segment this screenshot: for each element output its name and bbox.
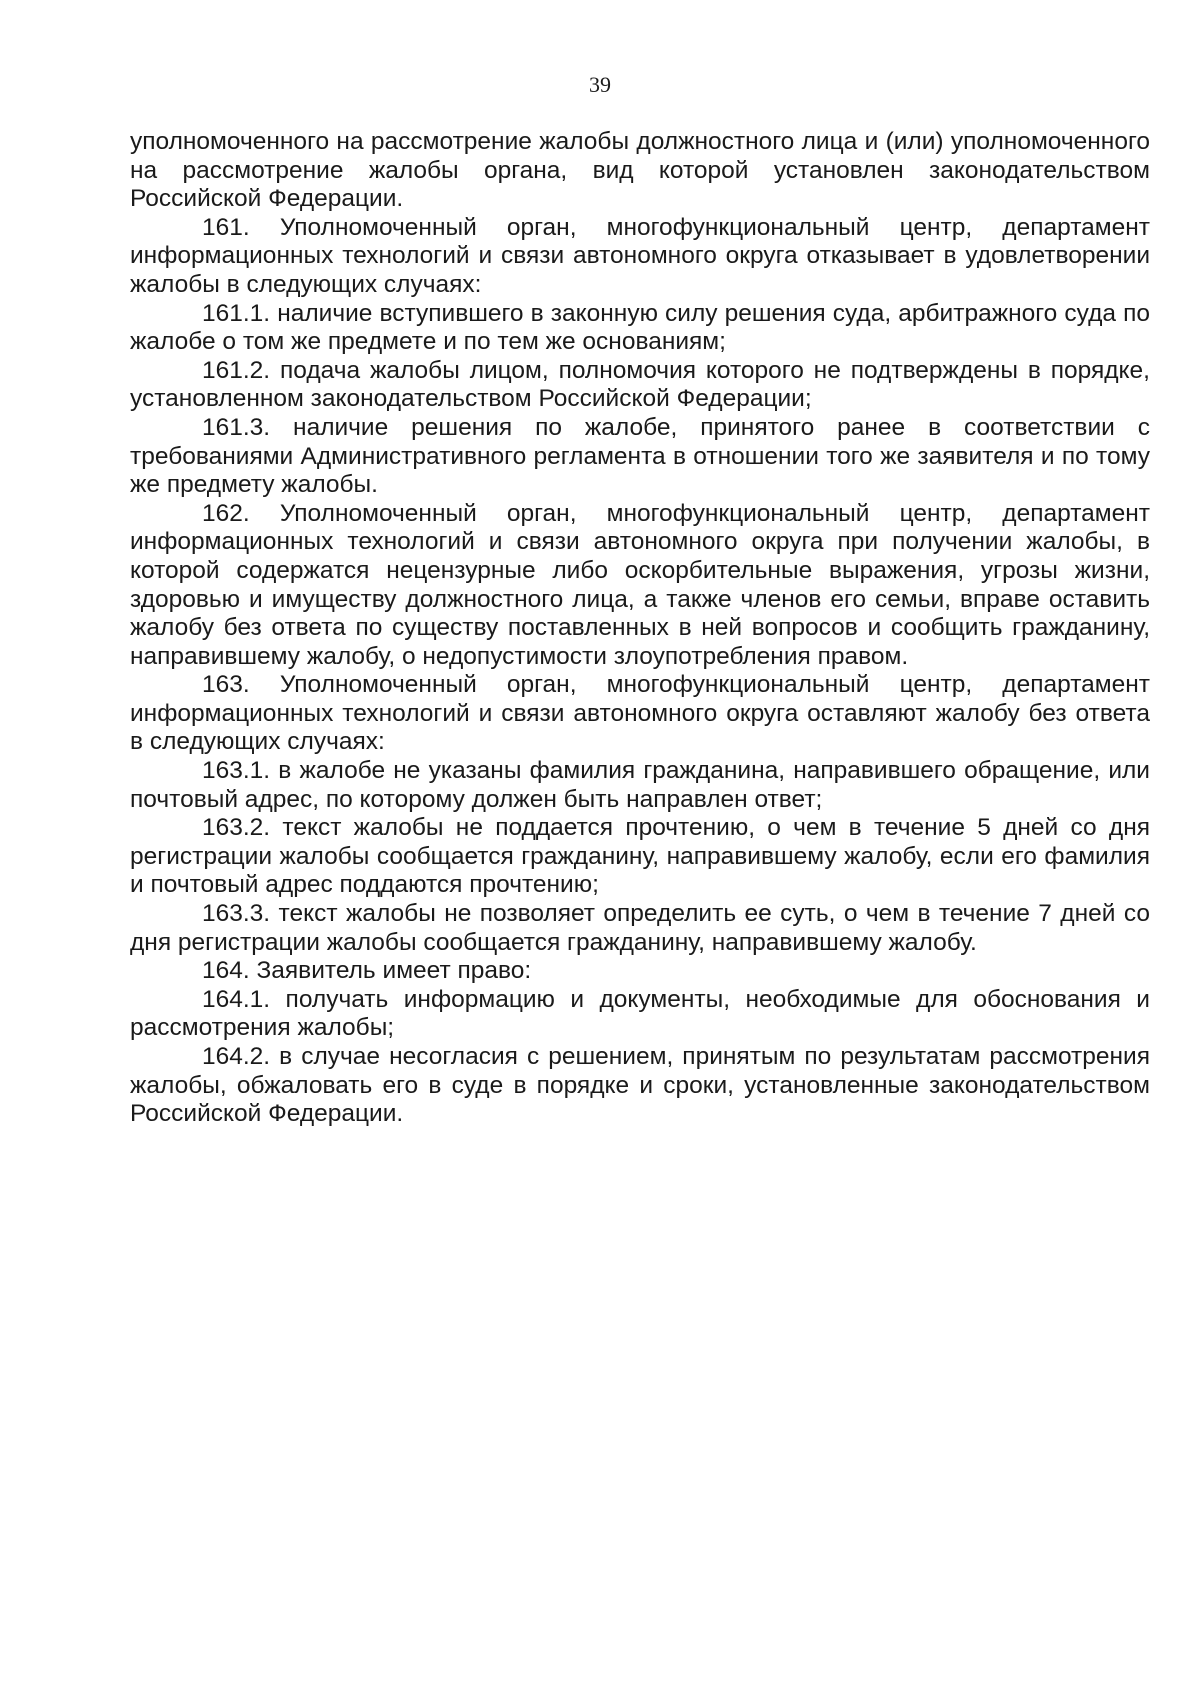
paragraph-164-1: 164.1. получать информацию и документы, необходимые для обоснования и рассмотрения жалобы; xyxy=(130,985,1150,1042)
paragraph-164: 164. Заявитель имеет право: xyxy=(202,957,532,985)
paragraph-162: 162. Уполномоченный орган, многофункциональный центр, департамент информационных технологий и связи автономного округа при получении жалобы, в которой содержатся нецензурные либо оскорбительные выражения, угрозы жизни, здоровью и имуществу должностного лица, а также членов его семьи, вправе оставить жалобу без ответа по существу поставленных в ней вопросов и сообщить гражданину, направившему жалобу, о недопустимости злоупотребления правом. xyxy=(130,499,1150,670)
paragraph-163-3: 163.3. текст жалобы не позволяет определить ее суть, о чем в течение 7 дней со дня регистрации жалобы сообщается гражданину, направившему жалобу. xyxy=(130,900,1150,956)
paragraph-161-2: 161.2. подача жалобы лицом, полномочия которого не подтверждены в порядке, установленном законодательством Российской Федерации; xyxy=(130,356,1150,413)
document-body xyxy=(130,128,1150,1129)
paragraph-161-3: 161.3. наличие решения по жалобе, принятого ранее в соответствии с требованиями Административного регламента в отношении того же заявителя и по тому же предмету жалобы. xyxy=(130,413,1150,499)
paragraph-continuation: уполномоченного на рассмотрение жалобы должностного лица и (или) уполномоченного на рассмотрение жалобы органа, вид которой установлен законодательством Российской Федерации. xyxy=(130,128,1150,213)
paragraph-163-2: 163.2. текст жалобы не поддается прочтению, о чем в течение 5 дней со дня регистрации жалобы сообщается гражданину, направившему жалобу, если его фамилия и почтовый адрес поддаются прочтению; xyxy=(130,814,1150,899)
paragraph-164-2: 164.2. в случае несогласия с решением, принятым по результатам рассмотрения жалобы, обжаловать его в суде в порядке и сроки, установленные законодательством Российской Федерации. xyxy=(130,1043,1150,1128)
paragraph-161: 161. Уполномоченный орган, многофункциональный центр, департамент информационных технологий и связи автономного округа отказывает в удовлетворении жалобы в следующих случаях: xyxy=(130,213,1150,298)
paragraph-163-1: 163.1. в жалобе не указаны фамилия гражданина, направившего обращение, или почтовый адрес, по которому должен быть направлен ответ; xyxy=(130,757,1150,813)
paragraph-163: 163. Уполномоченный орган, многофункциональный центр, департамент информационных технологий и связи автономного округа оставляют жалобу без ответа в следующих случаях: xyxy=(130,671,1150,756)
paragraph-161-1: 161.1. наличие вступившего в законную силу решения суда, арбитражного суда по жалобе о том же предмете и по тем же основаниям; xyxy=(130,299,1150,356)
page-number: 39 xyxy=(589,72,611,97)
